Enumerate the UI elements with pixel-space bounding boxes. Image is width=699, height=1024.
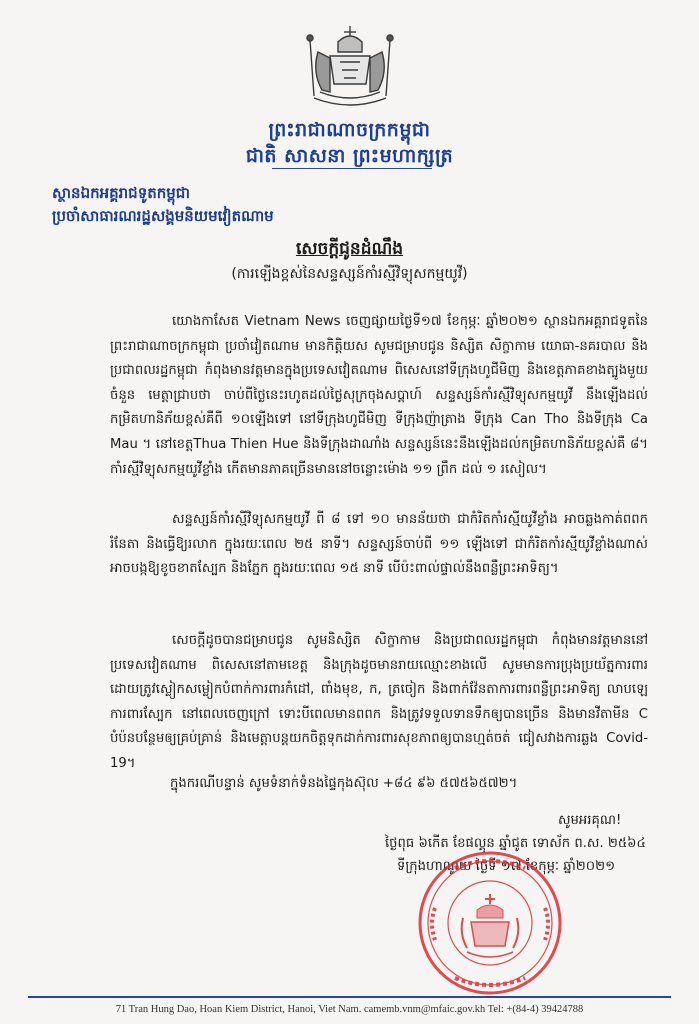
emergency-contact: ក្នុងករណីបន្ទាន់ សូមទំនាក់ទំនងផ្ទៃកុងស៊ុល +៨៤ ៩៦ ៥៧៥៦៥៧២។ — [170, 776, 518, 791]
national-motto: ជាតិ សាសនា ព្រះមហាក្សត្រ — [245, 145, 454, 167]
body-paragraph-1: យោងកាសែត Vietnam News ចេញផ្សាយថ្ងៃទី១៧ ខែកុម្ភៈ ឆ្នាំ២០២១ ស្ថានឯកអគ្គរាជទូតនៃព្រះរាជាណាចក្រកម្ពុជា ប្រចាំវៀតណាម មានកិត្តិយស សូមជម្រាបជូន និស្សិត សិក្ខាកាម យោធា-នគរបាល និងប្រជាពលរដ្ឋកម្ពុជា កំពុងមានវត្តមានក្នុងប្រទេសវៀតណាម ពិសេសនៅទីក្រុងហូជីមិញ និងខេត្តភាគខាងត្បូងមួយចំនួន មេត្តាជ្រាបថា ចាប់ពីថ្ងៃនេះរហូតដល់ថ្ងៃសុក្រចុងសប្តាហ៍ សន្ទស្សន៍កាំរស្មីវិទ្យុសកម្មយូវី នឹងឡើងដល់កម្រិតហានិភ័យខ្ពស់គឺពី ១០ឡើងទៅ នៅទីក្រុងហូជីមិញ ទីក្រុងញ៉ាត្រាង ទីក្រុង Can Tho និងទីក្រុង Ca Mau ។ នៅខេត្តThua Thien Hue និងទីក្រុងដាណាំង សន្ទស្សន៍នេះនឹងឡើងដល់កម្រិតហានិភ័យខ្ពស់គឺ ៨។ កាំរស្មីវិទ្យុសកម្មយូវីខ្លាំង កើតមានភាគច្រើនមាននៅចន្លោះម៉ោង ១១ ព្រឹក ដល់ ១ រសៀល។ — [110, 314, 648, 477]
solar-date: ទីក្រុងហាណូយ ថ្ងៃទី ១៧ ខែកុម្ភៈ ឆ្នាំ២០២១ — [397, 859, 616, 874]
body-paragraph-3: សេចក្ដីដូចបានជម្រាបជូន សូមនិស្សិត សិក្ខាកាម និងប្រជាពលរដ្ឋកម្ពុជា កំពុងមានវត្តមាននៅប្រទេសវៀតណាម ពិសេសនៅតាមខេត្ត និងក្រុងដូចមានរាយឈ្មោះខាងលើ សូមមានការប្រុងប្រយ័ត្នការពារ ដោយត្រូវស្លៀកសម្លៀកបំពាក់ការពារកំដៅ, ពាំងមុខ, ក, ត្រចៀក និងពាក់វ៉ែនតាការពារពន្លឺព្រះអាទិត្យ លាបឡេការពារស្បែក នៅពេលចេញក្រៅ ទោះបីពេលមានពពក និងត្រូវទទួលទានទឹកឲ្យបានច្រើន និងមានវីតាមីន C បំប៉នបន្ថែមឲ្យគ្រប់គ្រាន់ និងមេត្តាបន្តយកចិត្តទុកដាក់ការពារសុខភាពឲ្យបានហ្មត់ចត់ ជៀសវាងការឆ្លង Covid-19។ — [110, 633, 648, 771]
header-divider — [272, 168, 432, 169]
body-paragraph-2: សន្ទស្សន៍កាំរស្មីវិទ្យុសកម្មយូវី ពី ៨ ទៅ ១០ មានន័យថា ជាកំរិតកាំរស្មីយូវីខ្លាំង អាចឆ្លងកាត់ពពក រំនែតា និងធ្វើឱ្យរលាក ក្នុងរយៈពេល ២៥ នាទី។ សន្ទស្សន៍ចាប់ពី ១១ ឡើងទៅ ជាកំរិតកាំរស្មីយូវីខ្លាំងណាស់ អាចបង្កឱ្យខូចខាតស្បែក និងភ្នែក ក្នុងរយៈពេល ១៥ នាទី បើប៉ះពាល់ផ្ទាល់នឹងពន្លឺព្រះអាទិត្យ។ — [110, 512, 648, 577]
royal-coat-of-arms-icon — [300, 22, 400, 112]
lunar-date: ថ្ងៃពុធ ៦កើត ខែផល្គុន ឆ្នាំជូត ទោស័ក ព.ស. ២៥៦៤ — [385, 836, 646, 851]
kingdom-name: ព្រះរាជាណាចក្រកម្ពុជា — [268, 119, 431, 141]
footer-divider — [28, 996, 671, 998]
notice-title: សេចក្ដីជូនដំណឹង — [295, 239, 404, 259]
sender-embassy-name: ស្ថានឯកអគ្គរាជទូតកម្ពុជា — [52, 184, 191, 202]
footer-address: 71 Tran Hung Dao, Hoan Kiem District, Hanoi, Viet Nam. camemb.vnm@mfaic.gov.kh Tel: +(84-4) 39424788 — [115, 1004, 584, 1015]
sender-embassy-location: ប្រចាំសាធារណរដ្ឋសង្គមនិយមវៀតណាម — [52, 207, 274, 225]
notice-subtitle: (ការឡើងខ្ពស់នៃសន្ទស្សន៍កាំរស្មីវិទ្យុសកម្មយូវី) — [231, 266, 468, 282]
embassy-red-seal-icon — [415, 848, 565, 998]
closing-thanks: សូមអរគុណ! — [558, 813, 622, 828]
